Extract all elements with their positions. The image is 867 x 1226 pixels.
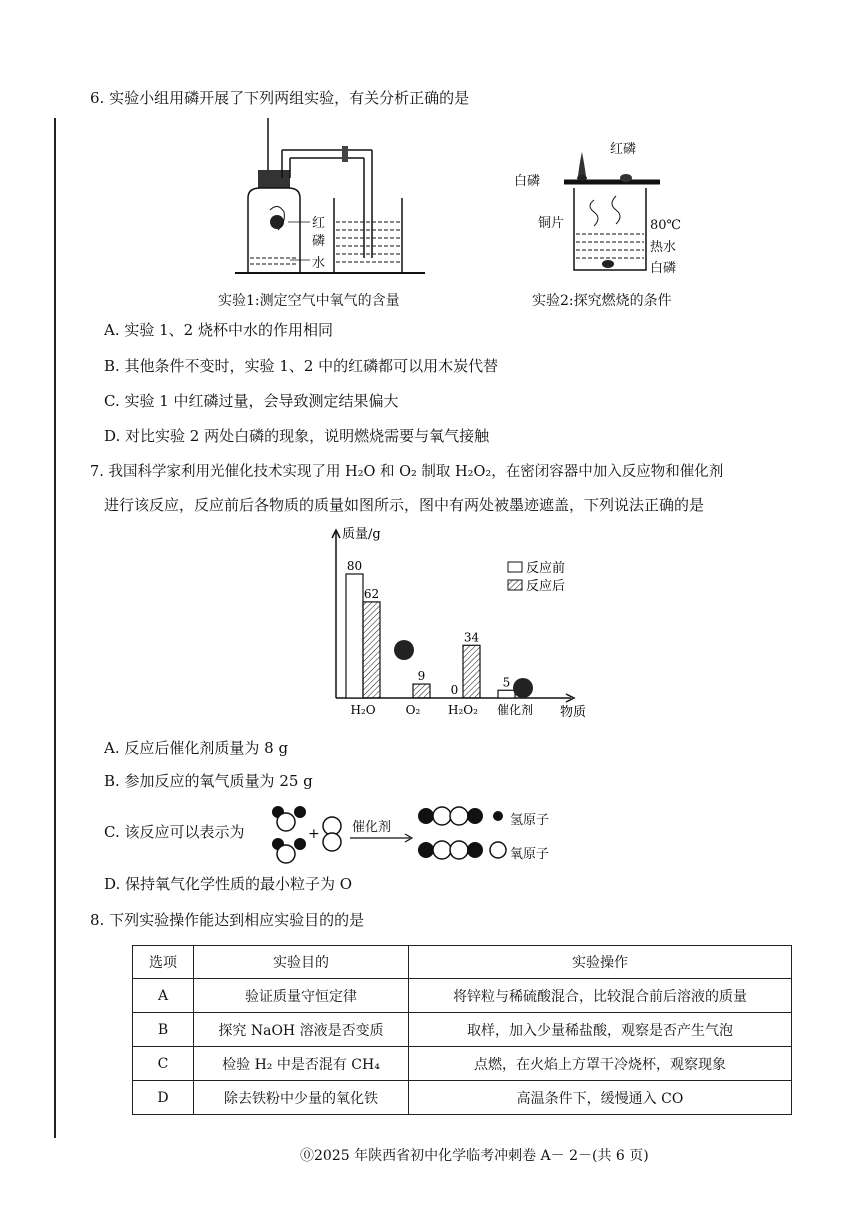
table-header-row [133, 946, 792, 979]
data-label-before-2: 0 [450, 683, 459, 697]
mass-bar-chart [316, 522, 616, 722]
data-label-before-3: 5 [502, 675, 511, 690]
water-molecule-2 [272, 838, 306, 863]
q6-option-c: C. 实验 1 中红磷过量，会导致测定结果偏大 [104, 392, 399, 410]
tick-label-3: 催化剂 [496, 703, 534, 717]
exp2-red-p-label: 红磷 [610, 142, 637, 157]
q8-table [132, 945, 792, 1115]
o-atom-legend: 氧原子 [510, 847, 550, 862]
q7-stem-line1: 7. 我国科学家利用光催化技术实现了用 H₂O 和 O₂ 制取 H₂O₂，在密闭容器中加入反应物和催化剂 [90, 464, 724, 480]
exp1-diagram [230, 118, 430, 283]
exp2-temp-label: 80℃ [650, 218, 682, 233]
ink-blot-o2 [394, 640, 414, 660]
header-operation: 实验操作 [409, 946, 792, 979]
table-row [133, 1081, 792, 1115]
x-axis-label: 物质 [560, 705, 587, 720]
row-a-option: A [133, 979, 194, 1013]
q7-option-b: B. 参加反应的氧气质量为 25 g [104, 772, 313, 790]
row-b-purpose: 探究 NaOH 溶液是否变质 [194, 1013, 409, 1047]
exp2-copper-label: 铜片 [538, 216, 565, 231]
data-label-after-1: 9 [417, 669, 426, 684]
header-option: 选项 [133, 946, 194, 979]
q7-option-a: A. 反应后催化剂质量为 8 g [104, 739, 289, 757]
row-d-purpose: 除去铁粉中少量的氧化铁 [194, 1081, 409, 1115]
q7-option-c: C. 该反应可以表示为 [104, 823, 245, 841]
legend-label-before: 反应前 [526, 561, 566, 576]
row-c-option: C [133, 1047, 194, 1081]
h-atom-legend: 氢原子 [510, 813, 550, 828]
data-label-after-2: 34 [463, 630, 480, 645]
row-d-option: D [133, 1081, 194, 1115]
h2o2-molecule-1 [418, 807, 483, 825]
data-label-after-0: 62 [363, 586, 380, 601]
row-c-purpose: 检验 H₂ 中是否混有 CH₄ [194, 1047, 409, 1081]
h2o2-molecule-2 [418, 841, 483, 859]
exp2-hot-water-label: 热水 [650, 240, 677, 255]
bar-before-3 [498, 690, 515, 698]
catalyst-arrow-label: 催化剂 [352, 820, 392, 835]
table-row [133, 979, 792, 1013]
page-footer: ⓪2025 年陕西省初中化学临考冲刺卷 A－ 2－(共 6 页) [300, 1148, 649, 1164]
exp1-water-label: 水 [312, 256, 326, 271]
row-b-option: B [133, 1013, 194, 1047]
bar-after-2 [463, 645, 480, 698]
row-b-operation: 取样，加入少量稀盐酸，观察是否产生气泡 [409, 1013, 792, 1047]
tick-label-1: O₂ [405, 703, 421, 717]
q7-stem-line2: 进行该反应，反应前后各物质的质量如图所示，图中有两处被墨迹遮盖，下列说法正确的是 [104, 496, 705, 514]
tick-label-0: H₂O [350, 703, 376, 717]
water-molecule-1 [272, 806, 306, 831]
exp2-white-p-top-label: 白磷 [514, 174, 541, 189]
table-row [133, 1013, 792, 1047]
exp1-caption: 实验1:测定空气中氧气的含量 [218, 293, 400, 309]
legend-swatch-before [508, 562, 522, 572]
q8-stem: 8. 下列实验操作能达到相应实验目的的是 [90, 911, 365, 929]
y-axis-label: 质量/g [342, 527, 381, 542]
q6-option-d: D. 对比实验 2 两处白磷的现象，说明燃烧需要与氧气接触 [104, 427, 490, 445]
exp2-white-p-bottom-label: 白磷 [650, 261, 677, 276]
q6-option-a: A. 实验 1、2 烧杯中水的作用相同 [104, 321, 333, 339]
q6-stem: 6. 实验小组用磷开展了下列两组实验，有关分析正确的是 [90, 89, 470, 107]
ink-blot-catalyst [513, 678, 533, 698]
bar-after-1 [413, 684, 430, 698]
q7-option-d: D. 保持氧气化学性质的最小粒子为 O [104, 875, 353, 893]
bar-before-0 [346, 574, 363, 698]
legend-label-after: 反应后 [526, 579, 566, 594]
exp1-red-p-label-1: 红 [312, 216, 326, 231]
row-d-operation: 高温条件下，缓慢通入 CO [409, 1081, 792, 1115]
header-purpose: 实验目的 [194, 946, 409, 979]
table-row [133, 1047, 792, 1081]
svg-text:+: + [308, 826, 320, 842]
exp2-caption: 实验2:探究燃烧的条件 [532, 293, 672, 309]
bar-after-0 [363, 602, 380, 698]
q6-option-b: B. 其他条件不变时，实验 1、2 中的红磷都可以用木炭代替 [104, 357, 499, 375]
row-c-operation: 点燃，在火焰上方罩干冷烧杯，观察现象 [409, 1047, 792, 1081]
row-a-operation: 将锌粒与稀硫酸混合，比较混合前后溶液的质量 [409, 979, 792, 1013]
data-label-before-0: 80 [346, 559, 363, 573]
legend-swatch-after [508, 580, 522, 590]
exp1-red-p-label-2: 磷 [312, 234, 326, 249]
tick-label-2: H₂O₂ [448, 703, 478, 717]
margin-line [54, 118, 56, 1138]
row-a-purpose: 验证质量守恒定律 [194, 979, 409, 1013]
